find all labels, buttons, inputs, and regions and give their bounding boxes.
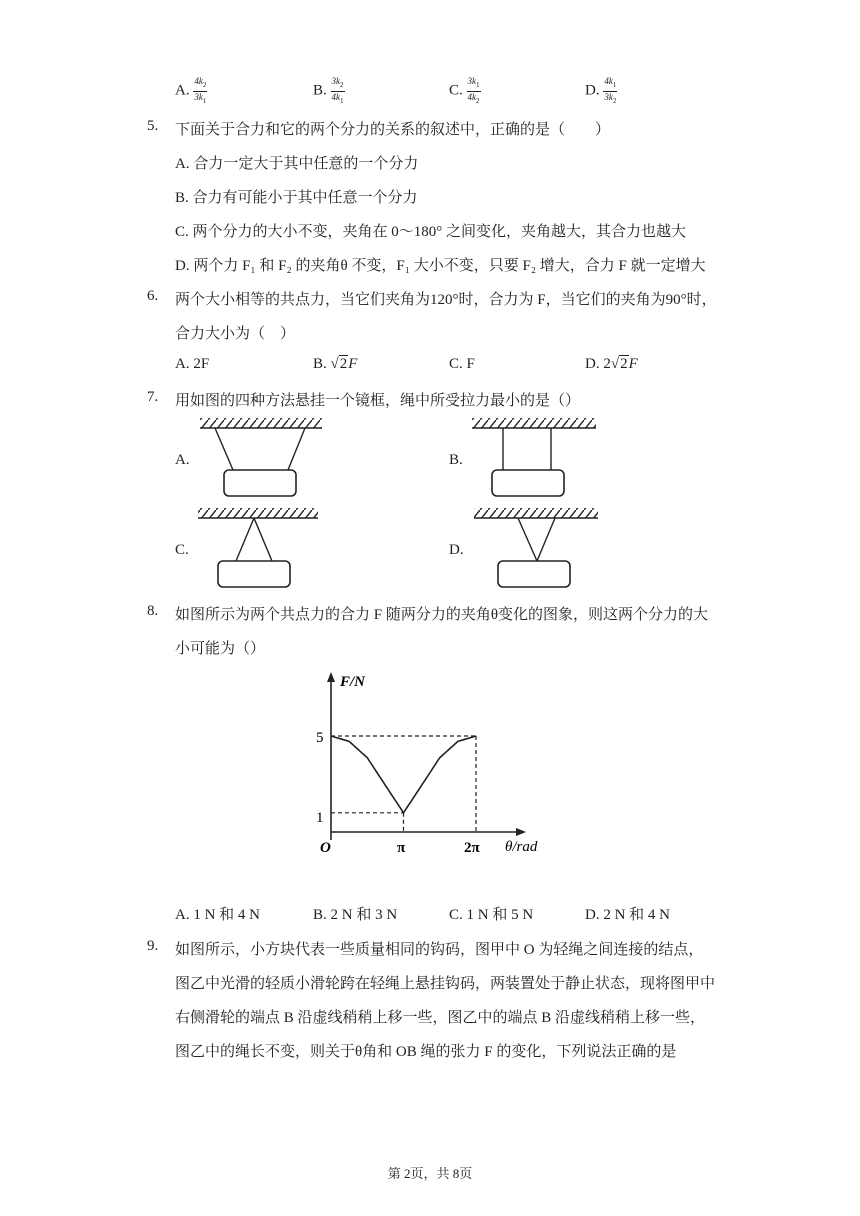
x-axis-arrow xyxy=(516,828,526,836)
figure-d xyxy=(474,508,598,587)
subscript: 2 xyxy=(340,80,344,89)
option-letter: A. xyxy=(175,82,190,99)
y-tick-label: 1 xyxy=(316,810,324,826)
question-stem-line: 右侧滑轮的端点 B 沿虚线稍稍上移一些，图乙中的端点 B 沿虚线稍稍上移一些， xyxy=(175,1010,706,1026)
figure-c xyxy=(198,508,318,587)
option-c: C. F xyxy=(449,356,475,372)
y-axis-arrow xyxy=(327,672,335,682)
figure-b xyxy=(472,418,596,496)
force-angle-chart xyxy=(300,666,560,866)
subscript: 1 xyxy=(340,96,344,105)
subscript: 2 xyxy=(612,96,617,105)
radicand: 2 xyxy=(620,356,628,372)
x-axis-label: θ/rad xyxy=(505,839,538,855)
chart-curve xyxy=(331,736,476,813)
option-suffix: F xyxy=(628,356,638,372)
question-stem: 用如图的四种方法悬挂一个镜框，绳中所受拉力最小的是（） xyxy=(175,393,581,409)
question-number: 6. xyxy=(147,288,159,304)
sqrt-symbol: √2 xyxy=(330,356,348,372)
question-number: 9. xyxy=(147,938,159,954)
y-tick-label: 5 xyxy=(316,730,324,746)
question-number: 8. xyxy=(147,603,159,619)
mirror-frame-figures xyxy=(0,0,860,600)
x-tick-label: 2π xyxy=(464,840,480,856)
option-d: D. 两个力 F₁ 和 F₂ 的夹角θ 不变，F₁ 大小不变，只要 F₂ 增大，合力 F 就一定增大 xyxy=(175,258,706,274)
subscript: 1 xyxy=(476,80,480,89)
option-c: C. 两个分力的大小不变，夹角在 0～180° 之间变化，夹角越大，其合力也越大 xyxy=(175,224,687,240)
question-stem-line: 小可能为（） xyxy=(175,641,266,657)
fraction-numerator: 3k xyxy=(331,76,341,86)
option-letter: D. xyxy=(585,82,600,99)
y-axis-label: F/N xyxy=(340,674,366,690)
subscript: 1 xyxy=(202,96,207,105)
option-letter: C. xyxy=(449,82,463,99)
sqrt-symbol: √2 xyxy=(610,356,628,372)
question-stem-line: 图乙中的绳长不变，则关于θ角和 OB 绳的张力 F 的变化，下列说法正确的是 xyxy=(175,1044,677,1060)
fraction-denominator: 3k xyxy=(194,91,203,102)
option-d: D. 2 N 和 4 N xyxy=(585,907,670,923)
option-b: B. 合力有可能小于其中任意一个分力 xyxy=(175,190,418,206)
question-stem-line: 合力大小为（ ） xyxy=(175,326,296,342)
page-footer: 第 2页，共 8页 xyxy=(387,1166,473,1181)
question-stem-line: 图乙中光滑的轻质小滑轮跨在轻绳上悬挂钩码，两装置处于静止状态，现将图甲中 xyxy=(175,976,716,992)
question-number: 5. xyxy=(147,118,159,134)
fraction-denominator: 4k xyxy=(331,91,341,102)
question-number: 7. xyxy=(147,389,159,405)
figure-label-a: A. xyxy=(175,452,190,468)
radicand: 2 xyxy=(339,356,348,372)
option-prefix: D. 2 xyxy=(585,356,611,372)
figure-label-d: D. xyxy=(449,542,464,558)
fraction-numerator: 4k xyxy=(194,76,203,86)
x-tick-label: π xyxy=(397,840,406,856)
origin-label: O xyxy=(320,840,331,856)
figure-a xyxy=(200,418,322,496)
fraction-denominator: 3k xyxy=(604,91,613,102)
question-stem: 下面关于合力和它的两个分力的关系的叙述中，正确的是（ ） xyxy=(175,122,611,138)
question-stem-line: 两个大小相等的共点力，当它们夹角为120°时，合力为 F，当它们的夹角为90°时， xyxy=(175,292,717,308)
option-a: A. 1 N 和 4 N xyxy=(175,907,260,923)
subscript: 2 xyxy=(476,96,480,105)
question-stem-line: 如图所示为两个共点力的合力 F 随两分力的夹角θ变化的图象，则这两个分力的大 xyxy=(175,607,709,623)
fraction-numerator: 3k xyxy=(467,76,477,86)
figure-label-b: B. xyxy=(449,452,463,468)
subscript: 2 xyxy=(202,80,207,89)
option-prefix: B. xyxy=(313,356,331,372)
question-stem-line: 如图所示，小方块代表一些质量相同的钩码，图甲中 O 为轻绳之间连接的结点， xyxy=(175,942,704,958)
figure-label-c: C. xyxy=(175,542,189,558)
fraction-numerator: 4k xyxy=(604,76,613,86)
option-a: A. 合力一定大于其中任意的一个分力 xyxy=(175,156,419,172)
option-b: B. 2 N 和 3 N xyxy=(313,907,398,923)
option-letter: B. xyxy=(313,82,327,99)
option-c: C. 1 N 和 5 N xyxy=(449,907,534,923)
option-suffix: F xyxy=(348,356,358,372)
option-a: A. 2F xyxy=(175,356,210,372)
guide-lines xyxy=(331,736,476,832)
subscript: 1 xyxy=(612,80,617,89)
fraction-denominator: 4k xyxy=(467,91,477,102)
